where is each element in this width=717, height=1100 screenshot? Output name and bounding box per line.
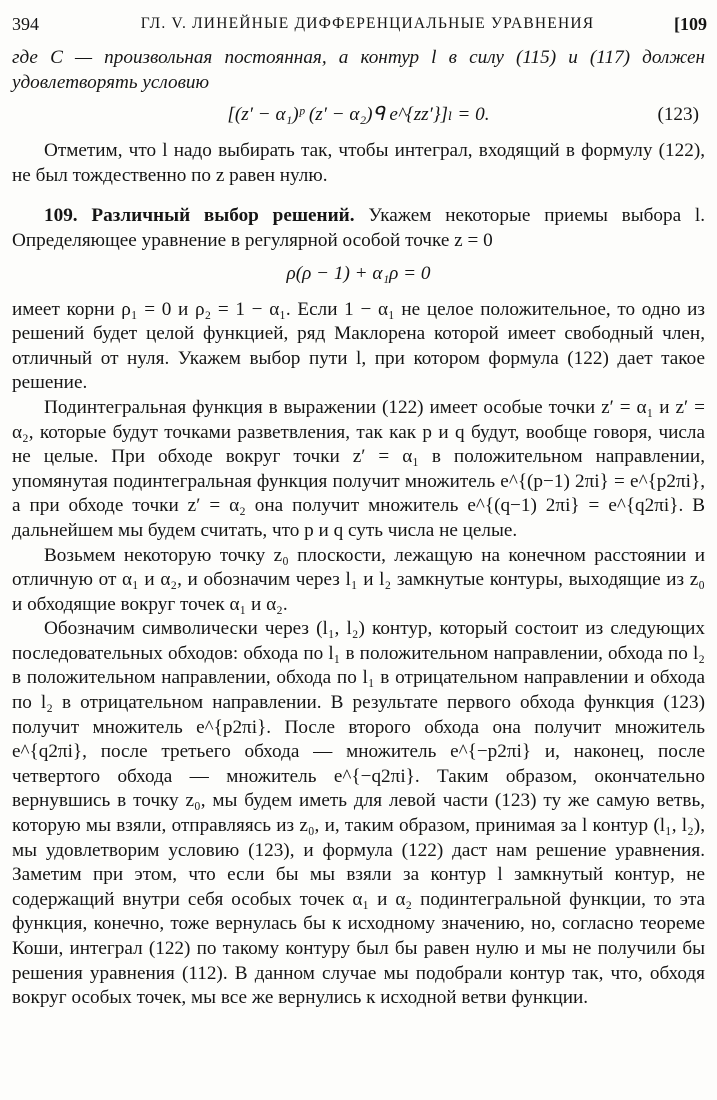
indicial-equation-formula: ρ(ρ − 1) + α₁ρ = 0 <box>286 262 431 284</box>
running-header <box>12 10 707 38</box>
note-paragraph: Отметим, что l надо выбирать так, чтобы интеграл, входящий в формулу (122), не был тождественно по z равен нулю. <box>12 140 705 186</box>
branch-points-paragraph: Подинтегральная функция в выражении (122) имеет особые точки z′ = α₁ и z′ = α₂, которые будут точками разветвления, так как p и q будут, вообще говоря, числа не целые. При обходе вокруг точки z′ = α₁ в положительном направлении, упомянутая подинтегральная функция получит множитель e^{(p−1) 2πi} = e^{p2πi}, а при обходе точки z′ = α₂ она получит множитель e^{(q−1) 2πi} = e^{q2πi}. В дальнейшем мы будем считать, что p и q суть числа не целые. <box>12 396 705 541</box>
equation-123-number: (123) <box>657 104 699 126</box>
section-marker: [109 <box>674 13 707 34</box>
page-number: 394 <box>12 13 39 34</box>
pochhammer-contour-paragraph: Обозначим символически через (l₁, l₂) контур, который состоит из следующих последовательных обходов: обхода по l₁ в положительном направлении, обхода по l₂ в положительном направлении, обхода по l₁ в отрицательном направлении и обхода по l₂ в отрицательном направлении. В результате первого обхода функция (123) получит множитель e^{p2πi}. После второго обхода она получит множитель e^{q2πi}, после третьего обхода — множитель e^{−p2πi} и, наконец, после четвертого обхода — множитель e^{−q2πi}. Таким образом, окончательно вернувшись в точку z₀, мы будем иметь для левой части (123) ту же самую ветвь, которую мы взяли, отправляясь из z₀, и, таким образом, принимая за l контур (l₁, l₂), мы удовлетворим условию (123), и формула (122) даст нам решение уравнения. Заметим при этом, что если бы мы взяли за контур l замкнутый контур, не содержащий внутри себя особых точек α₁ и α₂ подинтегральной функции, то эта функция, конечно, тоже вернулась бы к исходному значению, но, согласно теореме Коши, интеграл (122) по такому контуру был бы равен нулю и мы не получили бы решения уравнения (112). В данном случае мы подобрали контур так, что, обходя вокруг особых точек, мы все же вернулись к исходной ветви функции. <box>12 618 705 1009</box>
indicial-equation <box>12 260 705 288</box>
section-109-paragraph <box>12 204 705 253</box>
roots-paragraph: имеет корни ρ₁ = 0 и ρ₂ = 1 − α₁. Если 1 − α₁ не целое положительное, то одно из решений будет целой функцией, ряд Маклорена которой имеет свободный член, отличный от нуля. Укажем выбор пути l, при котором формула (122) дает такое решение. <box>12 298 705 394</box>
equation-123-formula: [(z′ − α₁)ᵖ (z′ − α₂)ᑫ e^{zz′}]ₗ = 0. <box>227 104 490 126</box>
contours-paragraph: Возьмем некоторую точку z₀ плоскости, лежащую на конечном расстоянии и отличную от α₁ и α₂, и обозначим через l₁ и l₂ замкнутые контуры, выходящие из z₀ и обходящие вокруг точек α₁ и α₂. <box>12 544 705 615</box>
chapter-title: ГЛ. V. ЛИНЕЙНЫЕ ДИФФЕРЕНЦИАЛЬНЫЕ УРАВНЕНИЯ <box>140 15 595 32</box>
section-109-intro: Укажем некоторые приемы выбора l. Определяющее уравнение в регулярной особой точке z = 0 <box>12 205 705 251</box>
section-gap <box>12 188 705 204</box>
intro-paragraph: где C — произвольная постоянная, а контур l в силу (115) и (117) должен удовлетворять условию <box>12 47 705 93</box>
page-body <box>12 46 705 1011</box>
section-109-title: 109. Различный выбор решений. <box>44 205 355 227</box>
equation-123 <box>12 101 705 129</box>
